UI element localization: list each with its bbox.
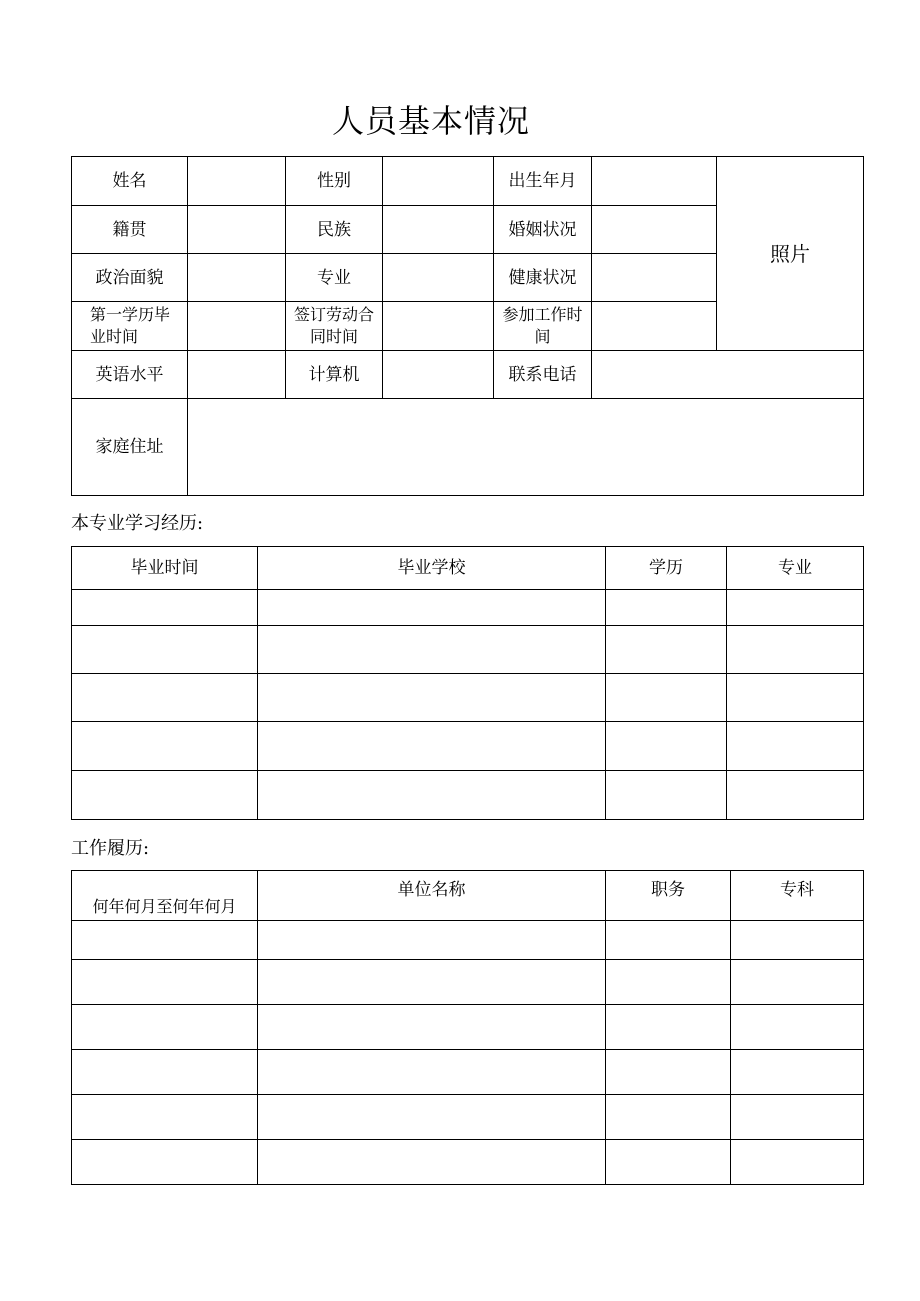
table-cell[interactable] — [72, 1005, 258, 1050]
table-cell[interactable] — [731, 960, 864, 1005]
ethnicity-field[interactable] — [383, 206, 494, 254]
computer-field[interactable] — [383, 351, 494, 399]
table-row — [72, 960, 864, 1005]
table-cell[interactable] — [606, 722, 727, 771]
table-cell[interactable] — [258, 960, 606, 1005]
table-cell[interactable] — [731, 1095, 864, 1140]
table-cell[interactable] — [72, 1095, 258, 1140]
health-label: 健康状况 — [494, 254, 592, 302]
table-cell[interactable] — [606, 1050, 731, 1095]
name-label: 姓名 — [72, 157, 188, 206]
education-header: 毕业学校 — [258, 547, 606, 590]
english-label: 英语水平 — [72, 351, 188, 399]
table-cell[interactable] — [72, 921, 258, 960]
table-cell[interactable] — [258, 590, 606, 626]
table-cell[interactable] — [731, 1140, 864, 1185]
address-field[interactable] — [188, 399, 864, 496]
table-row — [72, 626, 864, 674]
table-row — [72, 674, 864, 722]
table-cell[interactable] — [731, 1050, 864, 1095]
table-cell[interactable] — [258, 1050, 606, 1095]
table-cell[interactable] — [72, 960, 258, 1005]
photo-box[interactable]: 照片 — [717, 157, 864, 351]
table-cell[interactable] — [258, 674, 606, 722]
table-cell[interactable] — [72, 722, 258, 771]
table-cell[interactable] — [606, 1095, 731, 1140]
political-field[interactable] — [188, 254, 286, 302]
work-header: 职务 — [606, 871, 731, 921]
gender-field[interactable] — [383, 157, 494, 206]
first-degree-time-label: 第一学历毕业时间 — [72, 302, 188, 351]
native-place-field[interactable] — [188, 206, 286, 254]
table-row — [72, 1005, 864, 1050]
address-label: 家庭住址 — [72, 399, 188, 496]
education-header: 专业 — [727, 547, 864, 590]
table-row — [72, 590, 864, 626]
phone-field[interactable] — [592, 351, 864, 399]
table-cell[interactable] — [606, 590, 727, 626]
health-field[interactable] — [592, 254, 717, 302]
education-table — [71, 546, 864, 820]
table-cell[interactable] — [727, 626, 864, 674]
table-cell[interactable] — [731, 1005, 864, 1050]
table-row — [72, 771, 864, 820]
table-cell[interactable] — [727, 771, 864, 820]
table-row — [72, 921, 864, 960]
table-cell[interactable] — [258, 722, 606, 771]
english-field[interactable] — [188, 351, 286, 399]
contract-time-label: 签订劳动合同时间 — [286, 302, 383, 351]
work-header: 专科 — [731, 871, 864, 921]
table-row — [72, 1095, 864, 1140]
table-cell[interactable] — [727, 590, 864, 626]
table-cell[interactable] — [606, 771, 727, 820]
computer-label: 计算机 — [286, 351, 383, 399]
major-field[interactable] — [383, 254, 494, 302]
basic-info-table — [71, 156, 864, 496]
table-cell[interactable] — [72, 1050, 258, 1095]
table-cell[interactable] — [727, 674, 864, 722]
birth-field[interactable] — [592, 157, 717, 206]
page-title: 人员基本情况 — [331, 102, 530, 140]
table-cell[interactable] — [72, 674, 258, 722]
table-cell[interactable] — [72, 771, 258, 820]
education-header: 学历 — [606, 547, 727, 590]
work-header: 单位名称 — [258, 871, 606, 921]
first-degree-time-field[interactable] — [188, 302, 286, 351]
work-heading: 工作履历: — [71, 838, 150, 859]
table-cell[interactable] — [72, 626, 258, 674]
ethnicity-label: 民族 — [286, 206, 383, 254]
name-field[interactable] — [188, 157, 286, 206]
table-cell[interactable] — [72, 590, 258, 626]
work-header: 何年何月至何年何月 — [72, 871, 258, 921]
marital-label: 婚姻状况 — [494, 206, 592, 254]
table-cell[interactable] — [606, 626, 727, 674]
marital-field[interactable] — [592, 206, 717, 254]
table-cell[interactable] — [606, 1005, 731, 1050]
table-row — [72, 1140, 864, 1185]
major-label: 专业 — [286, 254, 383, 302]
contract-time-field[interactable] — [383, 302, 494, 351]
table-cell[interactable] — [606, 1140, 731, 1185]
table-cell[interactable] — [606, 921, 731, 960]
work-start-label: 参加工作时间 — [494, 302, 592, 351]
gender-label: 性别 — [286, 157, 383, 206]
table-row — [72, 722, 864, 771]
table-cell[interactable] — [606, 674, 727, 722]
birth-label: 出生年月 — [494, 157, 592, 206]
table-cell[interactable] — [72, 1140, 258, 1185]
table-row — [72, 1050, 864, 1095]
table-cell[interactable] — [731, 921, 864, 960]
table-cell[interactable] — [258, 1005, 606, 1050]
work-start-field[interactable] — [592, 302, 717, 351]
table-cell[interactable] — [258, 771, 606, 820]
native-place-label: 籍贯 — [72, 206, 188, 254]
phone-label: 联系电话 — [494, 351, 592, 399]
table-cell[interactable] — [606, 960, 731, 1005]
table-cell[interactable] — [258, 626, 606, 674]
political-label: 政治面貌 — [72, 254, 188, 302]
table-cell[interactable] — [258, 1095, 606, 1140]
work-history-table — [71, 870, 864, 1185]
table-cell[interactable] — [258, 921, 606, 960]
education-header: 毕业时间 — [72, 547, 258, 590]
education-heading: 本专业学习经历: — [71, 513, 204, 534]
table-cell[interactable] — [727, 722, 864, 771]
table-cell[interactable] — [258, 1140, 606, 1185]
